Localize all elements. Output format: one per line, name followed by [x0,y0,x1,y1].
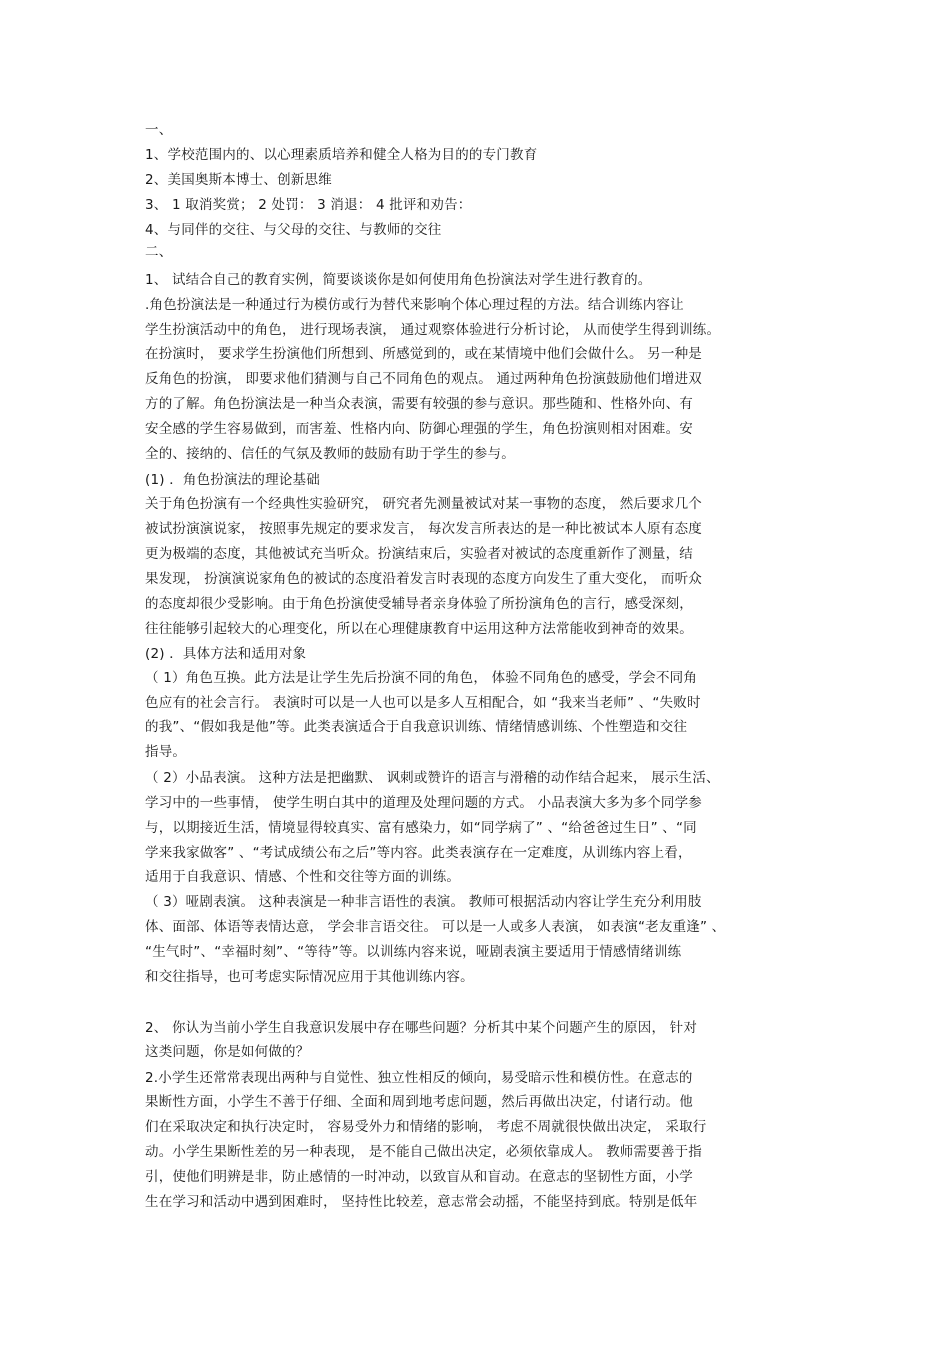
paragraph-line: 的我”、“假如我是他”等。此类表演适合于自我意识训练、情绪情感训练、个性塑造和交往 [145,719,688,735]
paragraph-line: 方的了解。角色扮演法是一种当众表演，需要有较强的参与意识。那些随和、性格外向、有 [145,396,693,412]
paragraph-line: 的态度却很少受影响。由于角色扮演使受辅导者亲身体验了所扮演角色的言行，感受深刻， [145,596,693,612]
section-two-heading: 二、 [145,244,173,260]
paragraph-line: 与，以期接近生活，情境显得较真实、富有感染力，如“同学病了” 、“给爸爸过生日” 、“同 [145,820,697,836]
paragraph-line: 全的、接纳的、信任的气氛及教师的鼓励有助于学生的参与。 [145,446,515,462]
paragraph-line: 学来我家做客” 、“考试成绩公布之后”等内容。此类表演存在一定难度，从训练内容上看， [145,845,692,861]
paragraph-line: 引，使他们明辨是非，防止感情的一时冲动，以致盲从和盲动。在意志的坚韧性方面，小学 [145,1169,693,1185]
paragraph-line: 果断性方面，小学生不善于仔细、全面和周到地考虑问题，然后再做出决定，付诸行动。他 [145,1094,693,1110]
paragraph-line: 更为极端的态度，其他被试充当听众。扮演结束后，实验者对被试的态度重新作了测量，结 [145,546,693,562]
paragraph-line: “生气时”、“幸福时刻”、“等待”等。以训练内容来说，哑剧表演主要适用于情感情绪训练 [145,944,682,960]
paragraph-line: （ 2）小品表演。 这种方法是把幽默、 讽刺或赞许的语言与滑稽的动作结合起来， 展示生活、 [145,770,720,786]
paragraph-line: 指导。 [145,744,187,760]
paragraph-line: （ 1）角色互换。此方法是让学生先后扮演不同的角色， 体验不同角色的感受，学会不同角 [145,670,698,686]
paragraph-line: 在扮演时， 要求学生扮演他们所想到、所感觉到的，或在某情境中他们会做什么。 另一种是 [145,346,702,362]
paragraph-line: 反角色的扮演， 即要求他们猜测与自己不同角色的观点。 通过两种角色扮演鼓励他们增进双 [145,371,702,387]
subheading-methods: (2) ．具体方法和适用对象 [145,646,307,662]
paragraph-line: .角色扮演法是一种通过行为模仿或行为替代来影响个体心理过程的方法。结合训练内容让 [145,297,684,313]
answer-line-1: 1、学校范围内的、以心理素质培养和健全人格为目的的专门教育 [145,147,538,163]
paragraph-line: 2.小学生还常常表现出两种与自觉性、独立性相反的倾向，易受暗示性和模仿性。在意志的 [145,1070,693,1086]
question-2: 2、 你认为当前小学生自我意识发展中存在哪些问题？分析其中某个问题产生的原因， 针对 [145,1020,698,1036]
paragraph-line: 体、面部、体语等表情达意， 学会非言语交往。 可以是一人或多人表演， 如表演“老友重逢” 、 [145,919,726,935]
paragraph-line: 果发现， 扮演演说家角色的被试的态度沿着发言时表现的态度方向发生了重大变化， 而听众 [145,571,702,587]
question-1: 1、 试结合自己的教育实例，简要谈谈你是如何使用角色扮演法对学生进行教育的。 [145,272,652,288]
answer-line-4: 4、与同伴的交往、与父母的交往、与教师的交往 [145,222,442,238]
section-one-heading: 一、 [145,122,173,138]
paragraph-line: 安全感的学生容易做到，而害羞、性格内向、防御心理强的学生，角色扮演则相对困难。安 [145,421,693,437]
paragraph-line: 往往能够引起较大的心理变化，所以在心理健康教育中运用这种方法常能收到神奇的效果。 [145,621,693,637]
paragraph-line: （ 3）哑剧表演。 这种表演是一种非言语性的表演。 教师可根据活动内容让学生充分利用肢 [145,894,702,910]
paragraph-line: 学生扮演活动中的角色， 进行现场表演， 通过观察体验进行分析讨论， 从而使学生得到训练。 [145,322,721,338]
paragraph-line: 色应有的社会言行。 表演时可以是一人也可以是多人互相配合，如 “我来当老师” 、“失败时 [145,695,701,711]
paragraph-line: 和交往指导，也可考虑实际情况应用于其他训练内容。 [145,969,474,985]
paragraph-line: 动。小学生果断性差的另一种表现， 是不能自己做出决定，必须依靠成人。 教师需要善于指 [145,1144,702,1160]
paragraph-line: 适用于自我意识、情感、个性和交往等方面的训练。 [145,869,461,885]
answer-line-2: 2、美国奥斯本博士、创新思维 [145,172,332,188]
question-2-continued: 这类问题，你是如何做的？ [145,1044,310,1060]
paragraph-line: 被试扮演演说家， 按照事先规定的要求发言， 每次发言所表达的是一种比被试本人原有态度 [145,521,702,537]
answer-line-3: 3、 1 取消奖赏； 2 处罚： 3 消退： 4 批评和劝告： [145,197,472,213]
paragraph-line: 学习中的一些事情， 使学生明白其中的道理及处理问题的方式。 小品表演大多为多个同学参 [145,795,702,811]
subheading-theory: (1) ．角色扮演法的理论基础 [145,472,320,488]
paragraph-line: 们在采取决定和执行决定时， 容易受外力和情绪的影响， 考虑不周就很快做出决定， 采取行 [145,1119,707,1135]
paragraph-line: 生在学习和活动中遇到困难时， 坚持性比较差，意志常会动摇，不能坚持到底。特别是低年 [145,1194,698,1210]
paragraph-line: 关于角色扮演有一个经典性实验研究， 研究者先测量被试对某一事物的态度， 然后要求几个 [145,496,702,512]
